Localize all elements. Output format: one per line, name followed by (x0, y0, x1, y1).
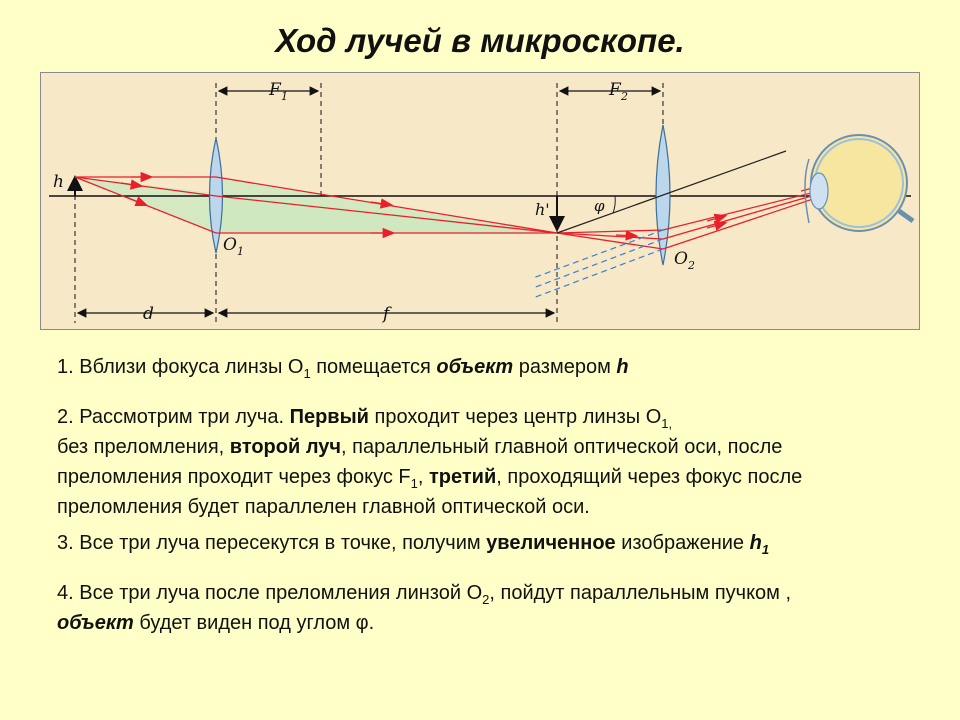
p2-l2a: без преломления, (57, 436, 230, 458)
label-f1-sub: 1 (281, 90, 288, 103)
p3-bold-h: h (749, 532, 762, 554)
phi-arc (613, 196, 615, 213)
p4-text-2: , пойдут параллельным пучком , (489, 582, 792, 604)
p2-l3b: , (417, 466, 429, 488)
viewing-direction-line (557, 151, 786, 233)
p1-sub-1: 1 (303, 366, 311, 381)
p1-line (57, 352, 947, 382)
p2-line-4: преломления будет параллелен главной оптической оси. (57, 496, 590, 518)
p2-l3-sub: 1 (410, 476, 418, 491)
p3-text-1: 3. Все три луча пересекутся в точке, получим (57, 532, 487, 554)
p2-bold-third: третий (428, 466, 497, 488)
virtual-ray-3 (533, 249, 663, 298)
label-o1: O (223, 235, 237, 255)
p4-bold-object: объект (57, 612, 134, 634)
label-f1: F (269, 80, 281, 100)
ray-image-o2-1 (557, 230, 663, 233)
label-h-prime: h' (535, 200, 550, 219)
p2-bold-second: второй луч (229, 436, 342, 458)
p4-line-2 (57, 608, 947, 638)
virtual-ray-1 (533, 230, 663, 278)
p2-l1c: проходит через центр линзы О (368, 406, 662, 428)
p2-line-1 (57, 402, 947, 432)
p3-bold-magnified: увеличенное (486, 532, 616, 554)
p4-text-1: 4. Все три луча после преломления линзой О (57, 582, 483, 604)
paragraph-1 (57, 352, 947, 382)
ray-arrow-6 (616, 235, 636, 236)
label-o2-sub: 2 (688, 259, 695, 272)
label-phi: φ (594, 197, 605, 215)
p1-text-2: помещается (310, 356, 437, 378)
p2-bold-first: Первый (289, 406, 369, 428)
p2-l1a: 2. Рассмотрим три луча. (57, 406, 290, 428)
p3-line (57, 528, 947, 558)
paragraph-2 (57, 402, 947, 522)
p3-sub: 1 (761, 542, 770, 557)
p2-line-3 (57, 462, 947, 492)
p2-l3d: , проходящий через фокус после (496, 466, 803, 488)
p2-l3a: преломления проходит через фокус F (57, 466, 411, 488)
p3-text-2: изображение (615, 532, 750, 554)
microscope-ray-diagram (40, 72, 920, 330)
p1-text-3: размером (513, 356, 617, 378)
diagram-svg (41, 73, 919, 329)
label-f2-sub: 2 (621, 90, 628, 103)
p1-text-1: 1. Вблизи фокуса линзы О (57, 356, 304, 378)
label-o2: O (674, 249, 688, 269)
p2-l1-sub: 1, (661, 416, 673, 431)
p1-bold-h: h (616, 356, 629, 378)
virtual-ray-2 (533, 239, 663, 288)
paragraph-3 (57, 528, 947, 558)
label-f: f (383, 304, 390, 324)
p2-line-2 (57, 432, 947, 462)
p4-sub: 2 (482, 592, 490, 607)
page-title: Ход лучей в микроскопе. (275, 22, 685, 59)
p4-line-1 (57, 578, 947, 608)
label-o1-sub: 1 (237, 245, 244, 258)
label-d: d (143, 304, 154, 324)
label-f2: F (609, 80, 621, 100)
p1-bold-object: объект (436, 356, 514, 378)
p2-l2c: , параллельный главной оптической оси, после (341, 436, 783, 458)
label-h: h (53, 172, 64, 192)
p4-text-3: будет виден под углом φ. (133, 612, 375, 634)
eye-icon (805, 135, 913, 231)
paragraph-4 (57, 578, 947, 638)
